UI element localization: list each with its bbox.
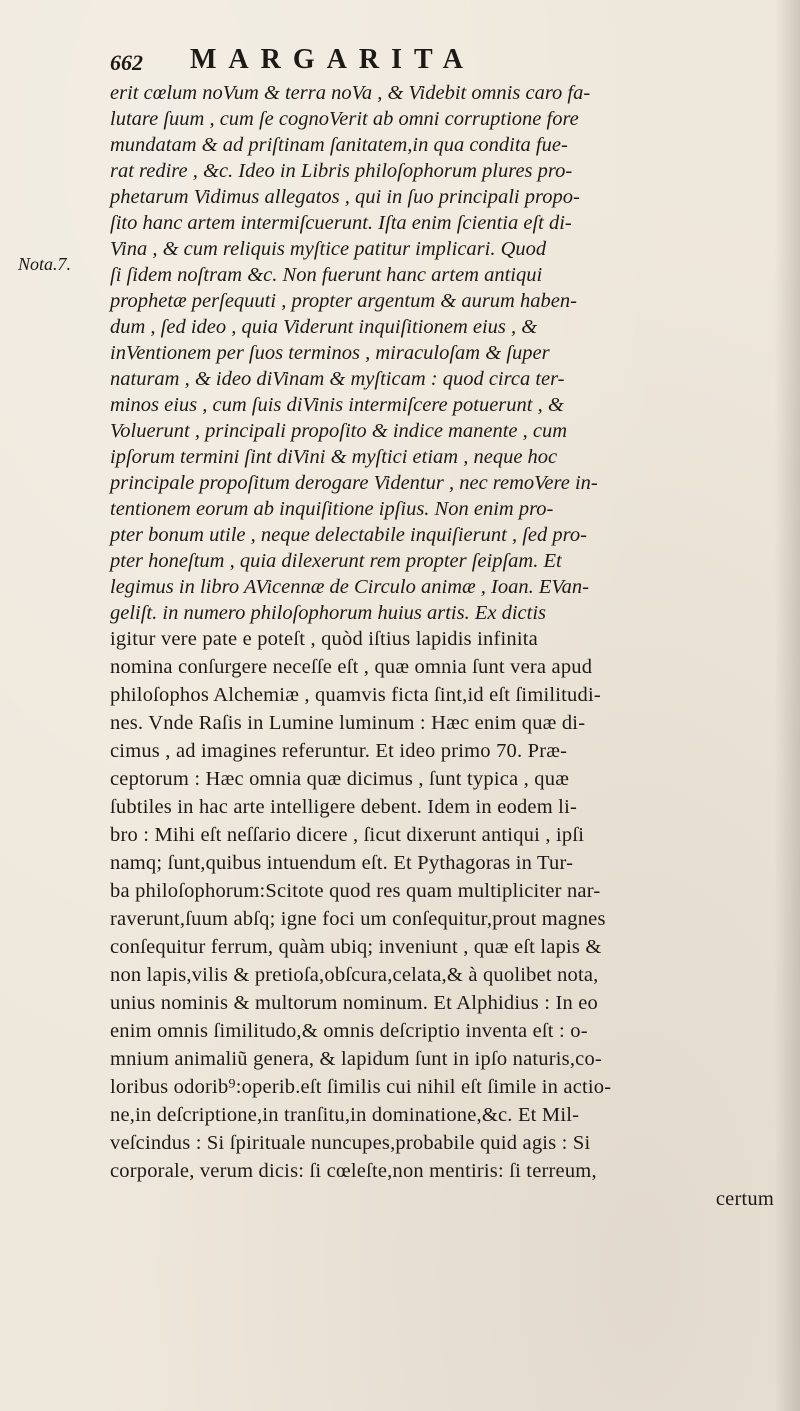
- text-line: cimus , ad imagines referuntur. Et ideo primo 70. Præ-: [110, 740, 568, 762]
- text-line: veſcindus : Si ſpirituale nuncupes,probabile quid agis : Si: [110, 1132, 591, 1154]
- text-line: mundatam & ad priſtinam ſanitatem,in qua condita fue-: [110, 134, 568, 156]
- text-line: legimus in libro AVicennæ de Circulo animæ , Ioan. EVan-: [110, 576, 589, 598]
- text-line: phetarum Vidimus allegatos , qui in ſuo principali propo-: [110, 186, 580, 208]
- text-line: Voluerunt , principali propoſito & indice manente , cum: [110, 420, 568, 442]
- text-line: enim omnis ſimilitudo,& omnis deſcriptio inventa eſt : o-: [110, 1020, 588, 1042]
- text-line: ceptorum : Hæc omnia quæ dicimus , ſunt typica , quæ: [110, 768, 570, 790]
- text-line: mnium animaliũ genera, & lapidum ſunt in ipſo naturis,co-: [110, 1048, 602, 1070]
- text-line: erit cœlum noVum & terra noVa , & Videbit omnis caro fa-: [110, 82, 591, 104]
- text-line: non lapis,vilis & pretioſa,obſcura,celata,& à quolibet nota,: [110, 964, 599, 986]
- text-line: philoſophos Alchemiæ , quamvis ficta ſint,id eſt ſimilitudi-: [110, 684, 601, 706]
- text-line: unius nominis & multorum nominum. Et Alphidius : In eo: [110, 992, 599, 1014]
- text-line: ipſorum termini ſint diVini & myſtici etiam , neque hoc: [110, 446, 558, 468]
- text-line: inVentionem per ſuos terminos , miraculoſam & ſuper: [110, 342, 550, 364]
- text-line: raverunt,ſuum abſq; igne foci um conſequitur,prout magnes: [110, 908, 606, 930]
- text-line: corporale, verum dicis: ſi cœleſte,non mentiris: ſi terreum,: [110, 1160, 597, 1182]
- page-header: [110, 44, 780, 80]
- text-line: pter honeſtum , quia dilexerunt rem propter ſeipſam. Et: [110, 550, 562, 572]
- catchword: certum: [715, 1188, 774, 1210]
- text-line: ſubtiles in hac arte intelligere debent. Idem in eodem li-: [110, 796, 577, 818]
- text-line: namq; ſunt,quibus intuendum eſt. Et Pythagoras in Tur-: [110, 852, 574, 874]
- text-line: naturam , & ideo diVinam & myſticam : quod circa ter-: [110, 368, 565, 390]
- running-title: MARGARITA: [190, 44, 475, 75]
- text-line: dum , ſed ideo , quia Viderunt inquiſitionem eius , &: [110, 316, 538, 338]
- text-line: igitur vere pate e poteſt , quòd iſtius lapidis infinita: [110, 628, 538, 650]
- text-line: rat redire , &c. Ideo in Libris philoſophorum plures pro-: [110, 160, 573, 182]
- text-line: tentionem eorum ab inquiſitione ipſius. Non enim pro-: [110, 498, 554, 520]
- text-line: pter bonum utile , neque delectabile inquiſierunt , ſed pro-: [110, 524, 587, 546]
- text-line: ne,in deſcriptione,in tranſitu,in dominatione,&c. Et Mil-: [110, 1104, 580, 1126]
- text-line: lutare ſuum , cum ſe cognoVerit ab omni corruptione fore: [110, 108, 579, 130]
- text-line: principale propoſitum derogare Videntur , nec remoVere in-: [110, 472, 598, 494]
- page-number: 662: [110, 50, 143, 75]
- text-line: prophetæ perſequuti , propter argentum & aurum haben-: [110, 290, 577, 312]
- text-line: nomina conſurgere neceſſe eſt , quæ omnia ſunt vera apud: [110, 656, 593, 678]
- text-line: ba philoſophorum:Scitote quod res quam multipliciter nar-: [110, 880, 601, 902]
- text-line: minos eius , cum ſuis diVinis intermiſcere potuerunt , &: [110, 394, 564, 416]
- text-line: nes. Vnde Raſis in Lumine luminum : Hæc enim quæ di-: [110, 712, 586, 734]
- text-line: Vina , & cum reliquis myſtice patitur implicari. Quod: [110, 238, 547, 260]
- text-line: ſito hanc artem intermiſcuerunt. Iſta enim ſcientia eſt di-: [110, 212, 572, 234]
- margin-note: Nota.7.: [18, 254, 72, 274]
- text-line: ſi ſidem noſtram &c. Non fuerunt hanc artem antiqui: [110, 264, 543, 286]
- text-line: bro : Mihi eſt neſſario dicere , ſicut dixerunt antiqui , ipſi: [110, 824, 585, 846]
- text-line: geliſt. in numero philoſophorum huius artis. Ex dictis: [110, 602, 546, 624]
- text-line: conſequitur ferrum, quàm ubiq; inveniunt , quæ eſt lapis &: [110, 936, 602, 958]
- text-line: loribus odorib⁹:operib.eſt ſimilis cui nihil eſt ſimile in actio-: [110, 1076, 612, 1098]
- page-edge-shadow: [774, 0, 800, 1411]
